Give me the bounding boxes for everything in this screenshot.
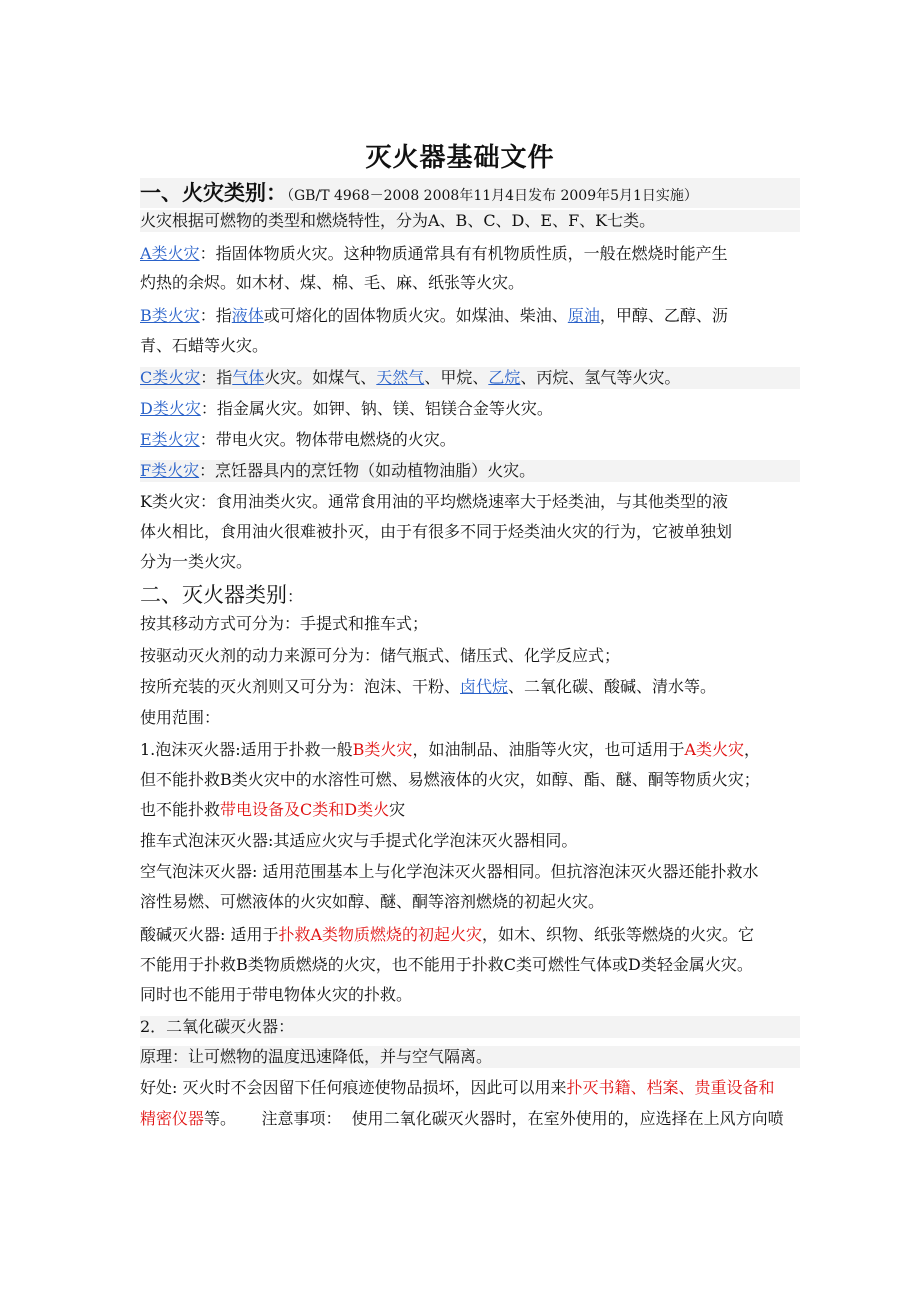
acid-base-line-2: 不能用于扑救B类物质燃烧的火灾，也不能用于扑救C类可燃性气体或D类轻金属火灾。 (140, 955, 753, 974)
type-by-mobility: 按其移动方式可分为：手提式和推车式； (140, 614, 429, 633)
cart-foam-line: 推车式泡沫灭火器:其适应火灾与手提式化学泡沫灭火器相同。 (140, 831, 578, 850)
section-1-heading-line (140, 178, 800, 208)
usage-scope-label: 使用范围： (140, 708, 221, 727)
class-b-link[interactable]: B类火灾 (140, 306, 200, 325)
acid-base-text: 酸碱灭火器: 适用于 (140, 925, 279, 944)
class-a-text: ：指固体物质火灾。这种物质通常具有有机物质性质，一般在燃烧时能产生 (199, 244, 728, 263)
class-b-text: ：指 (199, 306, 232, 325)
class-e-text: ：带电火灾。物体带电燃烧的火灾。 (199, 430, 456, 449)
foam-line-1 (140, 739, 800, 761)
air-foam-line-2: 溶性易燃、可燃液体的火灾如醇、醚、酮等溶剂燃烧的初起火灾。 (140, 892, 605, 911)
class-b-text: 或可熔化的固体物质火灾。如煤油、柴油、 (263, 306, 568, 325)
class-k-line-1: K类火灾：食用油类火灾。通常食用油的平均燃烧速率大于烃类油，与其他类型的液 (140, 492, 728, 511)
type-by-agent-text: 按所充装的灭火剂则又可分为：泡沫、干粉、 (140, 677, 461, 696)
type-by-agent-text: 、二氧化碳、酸碱、清水等。 (508, 677, 717, 696)
class-c-text: 火灾。如煤气、 (264, 368, 377, 387)
foam-text: ， (744, 740, 761, 759)
type-by-agent (140, 676, 800, 698)
class-b-line-2: 青、石蜡等火灾。 (140, 336, 269, 355)
acid-base-line-1 (140, 924, 800, 946)
foam-text: 1.泡沫灭火器:适用于扑救一般 (140, 740, 353, 759)
class-e-link[interactable]: E类火灾 (140, 430, 200, 449)
class-f-link[interactable]: F类火灾 (140, 461, 200, 480)
foam-line-2: 但不能扑救B类火灾中的水溶性可燃、易燃液体的火灾，如醇、酯、醚、酮等物质火灾； (140, 770, 760, 789)
co2-benefit-line-2 (140, 1108, 800, 1130)
foam-text: 灾 (389, 800, 406, 819)
class-c-text: ：指 (200, 368, 233, 387)
class-c-text: 、丙烷、氢气等火灾。 (520, 368, 681, 387)
class-k-line-3: 分为一类火灾。 (140, 552, 253, 571)
intro-paragraph: 火灾根据可燃物的类型和燃烧特性，分为A、B、C、D、E、F、K七类。 (140, 210, 800, 232)
foam-line-3 (140, 799, 800, 821)
class-b-text: ，甲醇、乙醇、沥 (599, 306, 728, 325)
type-by-drive: 按驱动灭火剂的动力来源可分为：储气瓶式、储压式、化学反应式； (140, 646, 621, 665)
class-a-link[interactable]: A类火灾 (140, 244, 200, 263)
halon-link[interactable]: 卤代烷 (460, 677, 509, 696)
co2-text: 等。 注意事项： 使用二氧化碳灭火器时，在室外使用的，应选择在上风方向喷 (204, 1109, 784, 1128)
section-1-heading: 一、火灾类别： (140, 181, 287, 205)
foam-highlight-a: A类火灾 (684, 740, 745, 759)
class-d-text: ：指金属火灾。如钾、钠、镁、铝镁合金等火灾。 (200, 399, 553, 418)
section-2-colon: ： (287, 587, 304, 606)
class-c-line (140, 367, 800, 389)
class-k-line-2: 体火相比，食用油火很难被扑灭，由于有很多不同于烃类油火灾的行为，它被单独划 (140, 522, 733, 541)
gas-link[interactable]: 气体 (232, 368, 265, 387)
air-foam-line-1: 空气泡沫灭火器: 适用范围基本上与化学泡沫灭火器相同。但抗溶泡沫灭火器还能扑救水 (140, 862, 759, 881)
class-c-link[interactable]: C类火灾 (140, 368, 201, 387)
class-e-line (140, 429, 800, 451)
foam-highlight-electrical: 带电设备及C类和D类火 (220, 800, 390, 819)
standard-note: （GB/T 4968－2008 2008年11月4日发布 2009年5月1日实施） (287, 188, 698, 204)
class-f-line (140, 460, 800, 482)
class-d-link[interactable]: D类火灾 (140, 399, 201, 418)
class-a-line-2: 灼热的余烬。如木材、煤、棉、毛、麻、纸张等火灾。 (140, 273, 525, 292)
crude-oil-link[interactable]: 原油 (567, 306, 600, 325)
co2-benefit-line-1 (140, 1077, 800, 1099)
class-c-text: 、甲烷、 (424, 368, 489, 387)
ethane-link[interactable]: 乙烷 (488, 368, 521, 387)
foam-highlight-b: B类火灾 (352, 740, 413, 759)
acid-base-text: ，如木、织物、纸张等燃烧的火灾。它 (482, 925, 755, 944)
class-f-text: ：烹饪器具内的烹饪物（如动植物油脂）火灾。 (199, 461, 536, 480)
acid-base-line-3: 同时也不能用于带电物体火灾的扑救。 (140, 985, 413, 1004)
acid-base-highlight: 扑救A类物质燃烧的初起火灾 (278, 925, 483, 944)
section-2-heading-line (140, 580, 800, 610)
co2-highlight: 扑灭书籍、档案、贵重设备和 (566, 1078, 775, 1097)
foam-text: 也不能扑救 (140, 800, 221, 819)
natural-gas-link[interactable]: 天然气 (376, 368, 425, 387)
co2-highlight-precision: 精密仪器 (140, 1109, 205, 1128)
co2-text: 好处: 灭火时不会因留下任何痕迹使物品损坏，因此可以用来 (140, 1078, 567, 1097)
liquid-link[interactable]: 液体 (231, 306, 264, 325)
class-d-line (140, 398, 800, 420)
section-2-heading: 二、灭火器类别 (140, 583, 287, 607)
co2-heading: 2．二氧化碳灭火器： (140, 1016, 800, 1038)
document-title: 灭火器基础文件 (365, 143, 555, 173)
co2-principle: 原理：让可燃物的温度迅速降低，并与空气隔离。 (140, 1046, 800, 1068)
class-b-line-1 (140, 305, 800, 327)
class-a-line-1 (140, 243, 800, 265)
foam-text: ，如油制品、油脂等火灾，也可适用于 (412, 740, 685, 759)
